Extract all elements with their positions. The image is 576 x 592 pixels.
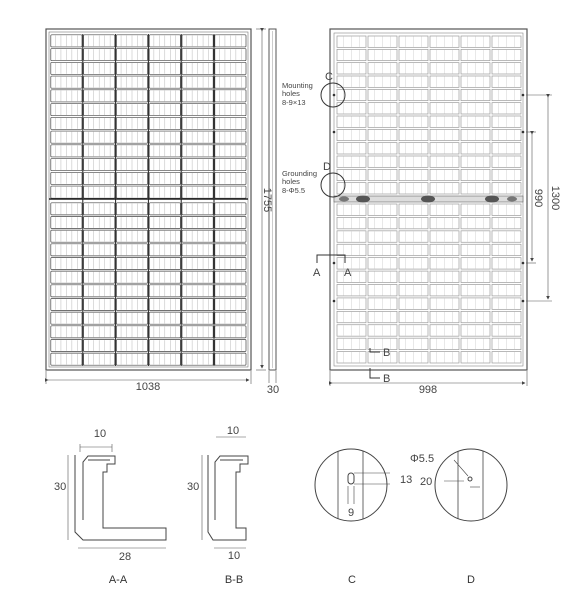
grounding-holes-spec: 8-Φ5.5 — [282, 186, 306, 195]
c-width-dim: 9 — [347, 507, 355, 519]
d-hole-dim: Φ5.5 — [410, 453, 435, 465]
callout-c-letter: C — [325, 71, 333, 83]
detail-aa — [68, 444, 166, 548]
back-view — [330, 29, 527, 370]
bb-top-dim: 10 — [226, 425, 240, 437]
c-caption: C — [348, 574, 356, 586]
bb-height-dim: 30 — [187, 481, 200, 493]
aa-caption: A-A — [108, 574, 128, 586]
mounting-holes-title: Mounting — [282, 81, 313, 90]
aa-height-dim: 30 — [54, 481, 67, 493]
callout-d-letter: D — [323, 161, 331, 173]
aa-bottom-dim: 28 — [118, 551, 132, 563]
bb-bottom-dim: 10 — [227, 550, 241, 562]
bb-caption: B-B — [224, 574, 244, 586]
section-b-bottom: B — [383, 373, 391, 385]
grounding-holes-title: Grounding — [282, 169, 318, 178]
mounting-holes-line2: holes — [282, 89, 300, 98]
mount-spacing-inner-label: 990 — [532, 188, 544, 208]
front-height-label: 1755 — [261, 187, 273, 213]
section-a-right: A — [344, 267, 352, 279]
mounting-holes-spec: 8-9×13 — [282, 98, 306, 107]
d-offset-dim: 20 — [420, 476, 433, 488]
mount-spacing-outer-label: 1300 — [549, 185, 561, 211]
back-width-label: 998 — [418, 384, 438, 396]
d-caption: D — [467, 574, 475, 586]
section-b-top: B — [383, 347, 391, 359]
junction-boxes — [339, 196, 517, 203]
front-view — [46, 29, 251, 370]
detail-d — [435, 449, 507, 521]
detail-bb — [202, 437, 248, 548]
section-a-left: A — [313, 267, 321, 279]
c-height-dim: 13 — [400, 474, 413, 486]
front-width-label: 1038 — [135, 381, 161, 393]
frame-depth-label: 30 — [266, 384, 280, 396]
aa-top-dim: 10 — [93, 428, 107, 440]
grounding-holes-line2: holes — [282, 177, 300, 186]
